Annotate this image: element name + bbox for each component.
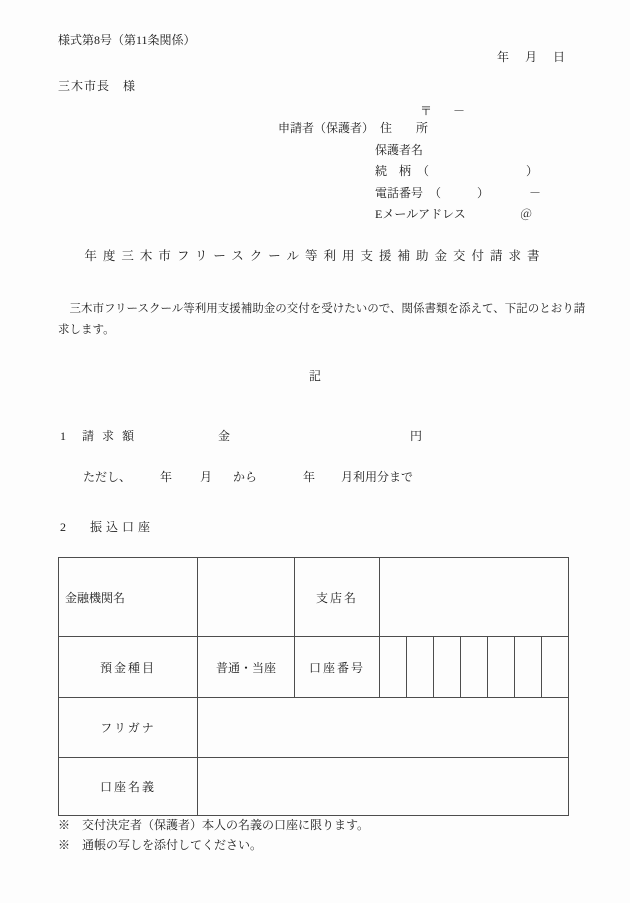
phone-label: 電話番号 （ xyxy=(375,186,442,200)
period-note-prefix: ただし、 xyxy=(83,470,132,484)
period-from-month: 月 xyxy=(200,470,213,484)
period-to-month-suffix: 月利用分まで xyxy=(341,470,414,484)
account-number-digit-cell xyxy=(515,637,542,698)
body-text-line1: 三木市フリースクール等利用支援補助金の交付を受けたいので、関係書類を添えて、下記のとおり請 xyxy=(58,303,586,315)
period-from-year: 年 xyxy=(160,470,173,484)
amount-unit: 円 xyxy=(410,429,423,443)
branch-blank-cell xyxy=(380,558,569,637)
account-number-digit-cell xyxy=(434,637,461,698)
email-at-mark: ＠ xyxy=(520,207,533,221)
account-holder-blank-cell xyxy=(198,758,569,816)
claim-amount-label: 請求額 xyxy=(82,429,143,443)
email-label: Eメールアドレス xyxy=(375,207,466,221)
account-number-label-cell: 口座番号 xyxy=(295,637,380,698)
item2-number: 2 xyxy=(60,520,66,534)
date-line: 年 月 日 xyxy=(497,50,568,64)
body-text-line2: 求します。 xyxy=(58,324,115,336)
financial-institution-blank-cell xyxy=(198,558,295,637)
form-number: 様式第8号（第11条関係） xyxy=(58,33,196,47)
phone-separator: － xyxy=(529,186,542,200)
table-row xyxy=(59,698,569,758)
period-range-word: から xyxy=(233,470,258,484)
account-number-digit-cell xyxy=(380,637,407,698)
account-number-digit-cell xyxy=(488,637,515,698)
account-holder-label-cell: 口座名義 xyxy=(59,758,198,816)
branch-label-cell: 支店名 xyxy=(295,558,380,637)
bank-account-label: 振込口座 xyxy=(90,520,155,534)
deposit-type-value-cell: 普通・当座 xyxy=(198,637,295,698)
account-number-digit-cell xyxy=(542,637,569,698)
table-row xyxy=(59,558,569,637)
addressee: 三木市長 様 xyxy=(58,79,137,93)
period-to-year: 年 xyxy=(303,470,316,484)
deposit-type-label-cell: 預金種目 xyxy=(59,637,198,698)
phone-close-paren: ） xyxy=(477,186,490,200)
account-number-digit-cell xyxy=(407,637,434,698)
bank-account-table xyxy=(58,557,569,816)
footnote-1: ※ 交付決定者（保護者）本人の名義の口座に限ります。 xyxy=(58,818,370,832)
amount-prefix: 金 xyxy=(218,429,231,443)
postal-separator: － xyxy=(453,104,466,118)
postal-mark: 〒 xyxy=(420,104,433,118)
item1-number: 1 xyxy=(60,429,66,443)
relationship-close-paren: ） xyxy=(526,164,539,178)
guardian-name-label: 保護者名 xyxy=(375,143,424,157)
document-title: 年度三木市フリースクール等利用支援補助金交付請求書 xyxy=(84,249,546,263)
furigana-blank-cell xyxy=(198,698,569,758)
table-row xyxy=(59,758,569,816)
relationship-label: 続 柄 （ xyxy=(375,164,430,178)
applicant-address-label: 申請者（保護者） 住 所 xyxy=(278,121,429,135)
account-number-digit-cell xyxy=(461,637,488,698)
financial-institution-label-cell: 金融機関名 xyxy=(59,558,198,637)
section-marker: 記 xyxy=(308,369,321,383)
furigana-label-cell: フリガナ xyxy=(59,698,198,758)
table-row xyxy=(59,637,569,698)
footnote-2: ※ 通帳の写しを添付してください。 xyxy=(58,838,263,852)
